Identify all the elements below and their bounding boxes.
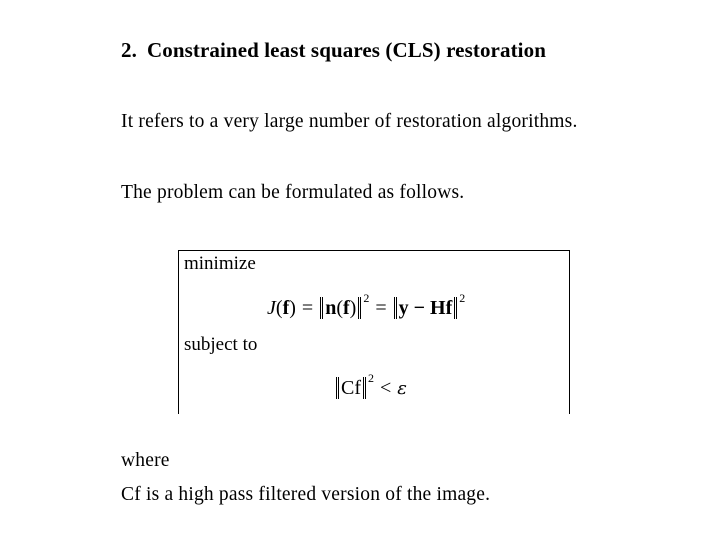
objective-argument: f — [282, 297, 290, 319]
objective-equation: J(f) = n(f) $^2$ = y − Hf $^2$ — [267, 291, 466, 319]
section-title: Constrained least squares (CLS) restoration — [146, 38, 546, 62]
minimize-label: minimize — [184, 253, 256, 274]
epsilon-symbol: ε — [397, 378, 407, 399]
section-number: 2. — [121, 38, 137, 62]
constraint-equation — [335, 371, 407, 400]
residual-norm-exponent: 2 — [459, 291, 466, 305]
constraint-norm: Cf — [336, 377, 366, 399]
section-heading — [121, 38, 546, 63]
cf-description: Cf is a high pass filtered version of the image. — [121, 484, 491, 505]
subject-to-label: subject to — [184, 334, 258, 355]
constraint-exponent: 2 — [368, 371, 374, 385]
intro-paragraph: It refers to a very large number of restoration algorithms. — [121, 111, 578, 132]
residual-norm: y − Hf — [394, 297, 458, 319]
formula-box — [178, 250, 570, 414]
objective-function-symbol: J — [267, 297, 276, 319]
where-paragraph: where — [121, 450, 170, 471]
noise-norm-exponent: 2 — [363, 291, 370, 305]
formulation-paragraph: The problem can be formulated as follows. — [121, 182, 465, 203]
less-than-operator: < — [380, 377, 392, 399]
noise-norm: n(f) — [320, 297, 361, 319]
